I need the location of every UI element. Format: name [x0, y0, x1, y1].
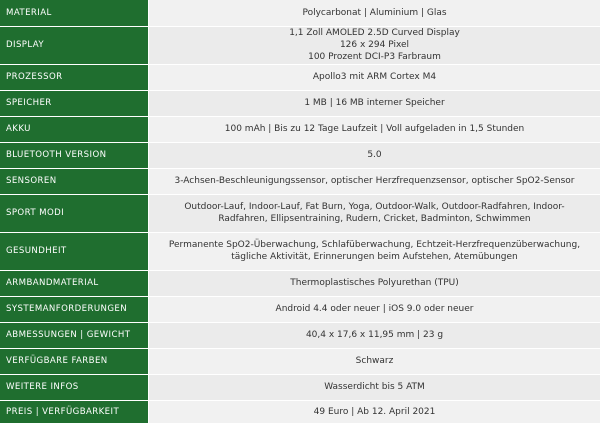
spec-value-line: 100 Prozent DCI-P3 Farbraum: [155, 51, 594, 63]
spec-label: GESUNDHEIT: [0, 232, 149, 270]
spec-label: AKKU: [0, 116, 149, 142]
spec-label: MATERIAL: [0, 0, 149, 26]
spec-value: [149, 322, 600, 348]
spec-row-speicher: [0, 90, 600, 116]
spec-value-line: Apollo3 mit ARM Cortex M4: [155, 71, 594, 83]
spec-value-line: Polycarbonat | Aluminium | Glas: [155, 7, 594, 19]
spec-value: [149, 64, 600, 90]
spec-label: SYSTEMANFORDERUNGEN: [0, 296, 149, 322]
spec-value-line: Wasserdicht bis 5 ATM: [155, 381, 594, 393]
spec-label: WEITERE INFOS: [0, 374, 149, 400]
spec-value: [149, 270, 600, 296]
spec-row-display: [0, 26, 600, 64]
spec-label: SPORT MODI: [0, 194, 149, 232]
spec-row-systemanforderungen: [0, 296, 600, 322]
spec-value-line: 1,1 Zoll AMOLED 2.5D Curved Display: [155, 27, 594, 39]
spec-row-sport-modi: [0, 194, 600, 232]
spec-label: SPEICHER: [0, 90, 149, 116]
spec-row-prozessor: [0, 64, 600, 90]
spec-label: ARMBANDMATERIAL: [0, 270, 149, 296]
spec-label: DISPLAY: [0, 26, 149, 64]
spec-value-line: 126 x 294 Pixel: [155, 39, 594, 51]
spec-value: [149, 400, 600, 423]
spec-row-gesundheit: [0, 232, 600, 270]
spec-label: SENSOREN: [0, 168, 149, 194]
spec-value: [149, 168, 600, 194]
spec-row-weitere-infos: [0, 374, 600, 400]
spec-value: [149, 142, 600, 168]
spec-row-akku: [0, 116, 600, 142]
spec-value-line: 49 Euro | Ab 12. April 2021: [155, 406, 594, 418]
spec-value: [149, 90, 600, 116]
spec-value-line: Thermoplastisches Polyurethan (TPU): [155, 277, 594, 289]
spec-label: PREIS | VERFÜGBARKEIT: [0, 400, 149, 423]
spec-value: [149, 194, 600, 232]
spec-value: [149, 116, 600, 142]
spec-value: [149, 296, 600, 322]
spec-value-line: tägliche Aktivität, Erinnerungen beim Aufstehen, Atemübungen: [155, 251, 594, 263]
spec-value-line: 40,4 x 17,6 x 11,95 mm | 23 g: [155, 329, 594, 341]
spec-value-line: 3-Achsen-Beschleunigungssensor, optischer Herzfrequenzsensor, optischer SpO2-Sensor: [155, 175, 594, 187]
spec-value-line: 5.0: [155, 149, 594, 161]
spec-label: ABMESSUNGEN | GEWICHT: [0, 322, 149, 348]
spec-value: [149, 374, 600, 400]
spec-value-line: Permanente SpO2-Überwachung, Schlafüberwachung, Echtzeit-Herzfrequenzüberwachung,: [155, 239, 594, 251]
spec-value: [149, 348, 600, 374]
spec-row-sensoren: [0, 168, 600, 194]
spec-row-verfuegbare-farben: [0, 348, 600, 374]
spec-value-line: Outdoor-Lauf, Indoor-Lauf, Fat Burn, Yoga, Outdoor-Walk, Outdoor-Radfahren, Indoor-: [155, 201, 594, 213]
spec-label: VERFÜGBARE FARBEN: [0, 348, 149, 374]
spec-value-line: 1 MB | 16 MB interner Speicher: [155, 97, 594, 109]
spec-row-armbandmaterial: [0, 270, 600, 296]
spec-value-line: Schwarz: [155, 355, 594, 367]
spec-value: [149, 26, 600, 64]
spec-value: [149, 0, 600, 26]
spec-value-line: 100 mAh | Bis zu 12 Tage Laufzeit | Voll aufgeladen in 1,5 Stunden: [155, 123, 594, 135]
spec-label: BLUETOOTH VERSION: [0, 142, 149, 168]
spec-value: [149, 232, 600, 270]
spec-label: PROZESSOR: [0, 64, 149, 90]
spec-value-line: Radfahren, Ellipsentraining, Rudern, Cricket, Badminton, Schwimmen: [155, 213, 594, 225]
spec-row-abmessungen-gewicht: [0, 322, 600, 348]
spec-value-line: Android 4.4 oder neuer | iOS 9.0 oder neuer: [155, 303, 594, 315]
spec-row-preis-verfuegbarkeit: [0, 400, 600, 423]
spec-row-material: [0, 0, 600, 26]
spec-row-bluetooth-version: [0, 142, 600, 168]
